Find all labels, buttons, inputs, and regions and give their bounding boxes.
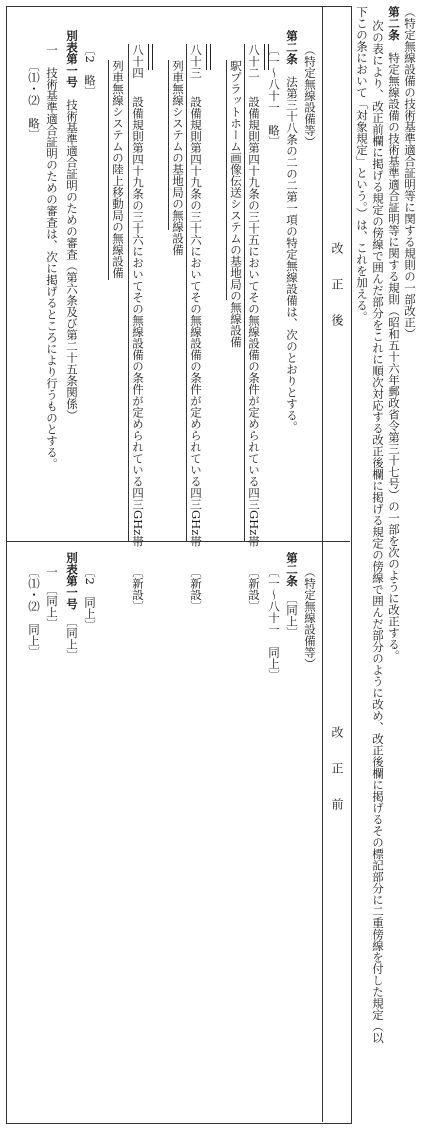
after-item84-box-right: [108, 60, 109, 280]
after-table1-title: 技術基準適合証明のための審査（第六条及び第二十五条関係）: [65, 99, 79, 421]
after-item82-box-left: [244, 44, 245, 542]
intro-line2-col: 次の表により、改正前欄に掲げる規定の傍線で囲んだ部分をこれに順次対応する改正後欄に掲げる規定の傍線で囲んだ部分のように改め、改正後欄に掲げるその標記部分に二重傍線を付した規定（以: [371, 20, 385, 1044]
before-new3: 〔新設〕: [131, 566, 145, 612]
intro-article-label-col: 第二条: [387, 6, 401, 41]
before-new1: 〔新設〕: [247, 566, 261, 612]
before-table1-sub: 〔⑴・⑵ 同上〕: [27, 566, 41, 658]
before-caption: （特定無線設備等）: [303, 566, 317, 670]
after-para2: 〔2 略〕: [83, 44, 97, 98]
intro-line3-col: 下この条において「対象規定」という。）は、これを加える。: [355, 6, 369, 323]
after-caption: （特定無線設備等）: [303, 44, 317, 148]
after-item82-box-right: [226, 60, 227, 300]
before-para2: 〔2 同上〕: [83, 566, 97, 631]
after-item83-desc: 設備規則第四十九条の三十六においてその無線設備の条件が定められている四三GHz帯: [189, 96, 203, 547]
after-table1-item: 一 技術基準適合証明のための審査は、次に掲げるところにより行うものとする。: [45, 44, 59, 470]
after-table1: [64, 30, 80, 421]
after-article: [284, 30, 300, 433]
after-item83-box-right: [168, 60, 169, 230]
before-header: 改 正 前: [330, 726, 344, 810]
after-header: 改 正 後: [330, 242, 344, 326]
table-header-divider: [322, 6, 323, 1122]
before-table1: [64, 552, 80, 661]
after-article-label: 第二条: [285, 30, 299, 65]
table-middle-divider: [6, 541, 350, 542]
after-item84-num: 八十四: [131, 44, 145, 79]
before-new2: 〔新設〕: [189, 566, 203, 612]
after-item82-double-line: [264, 44, 269, 70]
after-item84-desc: 設備規則第四十九条の三十六においてその無線設備の条件が定められている四三GHz帯: [131, 96, 145, 547]
after-item83-num: 八十三: [189, 44, 203, 79]
after-item82-desc2: 駅プラットホーム画像伝送システムの基地局の無線設備: [229, 60, 243, 348]
after-table1-label: 別表第一号: [65, 30, 79, 88]
after-range: 〔一～八十一 略〕: [267, 44, 281, 148]
after-item83-desc2: 列車無線システムの基地局の無線設備: [171, 60, 185, 256]
intro-line1-col: [386, 6, 402, 1122]
after-item82-num: 八十二: [247, 44, 261, 79]
after-table1-sub: 〔⑴・⑵ 略〕: [27, 60, 41, 141]
after-item83-box-left: [186, 44, 187, 542]
intro-block: [354, 6, 418, 1122]
before-range: 〔一～八十一 同上〕: [267, 566, 281, 681]
before-table1-label: 別表第一号: [65, 552, 79, 610]
after-item84-double-line: [148, 44, 153, 70]
after-item82-desc: 設備規則第四十九条の三十五においてその無線設備の条件が定められている四三GHz帯: [247, 96, 261, 547]
intro-line1-col-text: 特定無線設備の技術基準適合証明等に関する規則（昭和五十六年郵政省令第三十七号）の一部を次のように改正する。: [387, 52, 401, 662]
after-item83-double-line: [206, 44, 211, 70]
before-article-text: 〔同上〕: [285, 598, 299, 639]
after-item84-desc2: 列車無線システムの陸上移動局の無線設備: [111, 60, 125, 279]
before-table1-item: 一 〔同上〕: [45, 566, 59, 630]
before-table1-title: 〔同上〕: [65, 621, 79, 662]
before-article-label: 第二条: [285, 552, 299, 587]
intro-heading-col: （特定無線設備の技術基準適合証明等に関する規則の一部改正）: [403, 6, 417, 340]
before-article: [284, 552, 300, 638]
after-article-text: 法第三十八条の二の二第一項の特定無線設備は、次のとおりとする。: [285, 76, 299, 433]
after-item84-box-left: [128, 44, 129, 542]
